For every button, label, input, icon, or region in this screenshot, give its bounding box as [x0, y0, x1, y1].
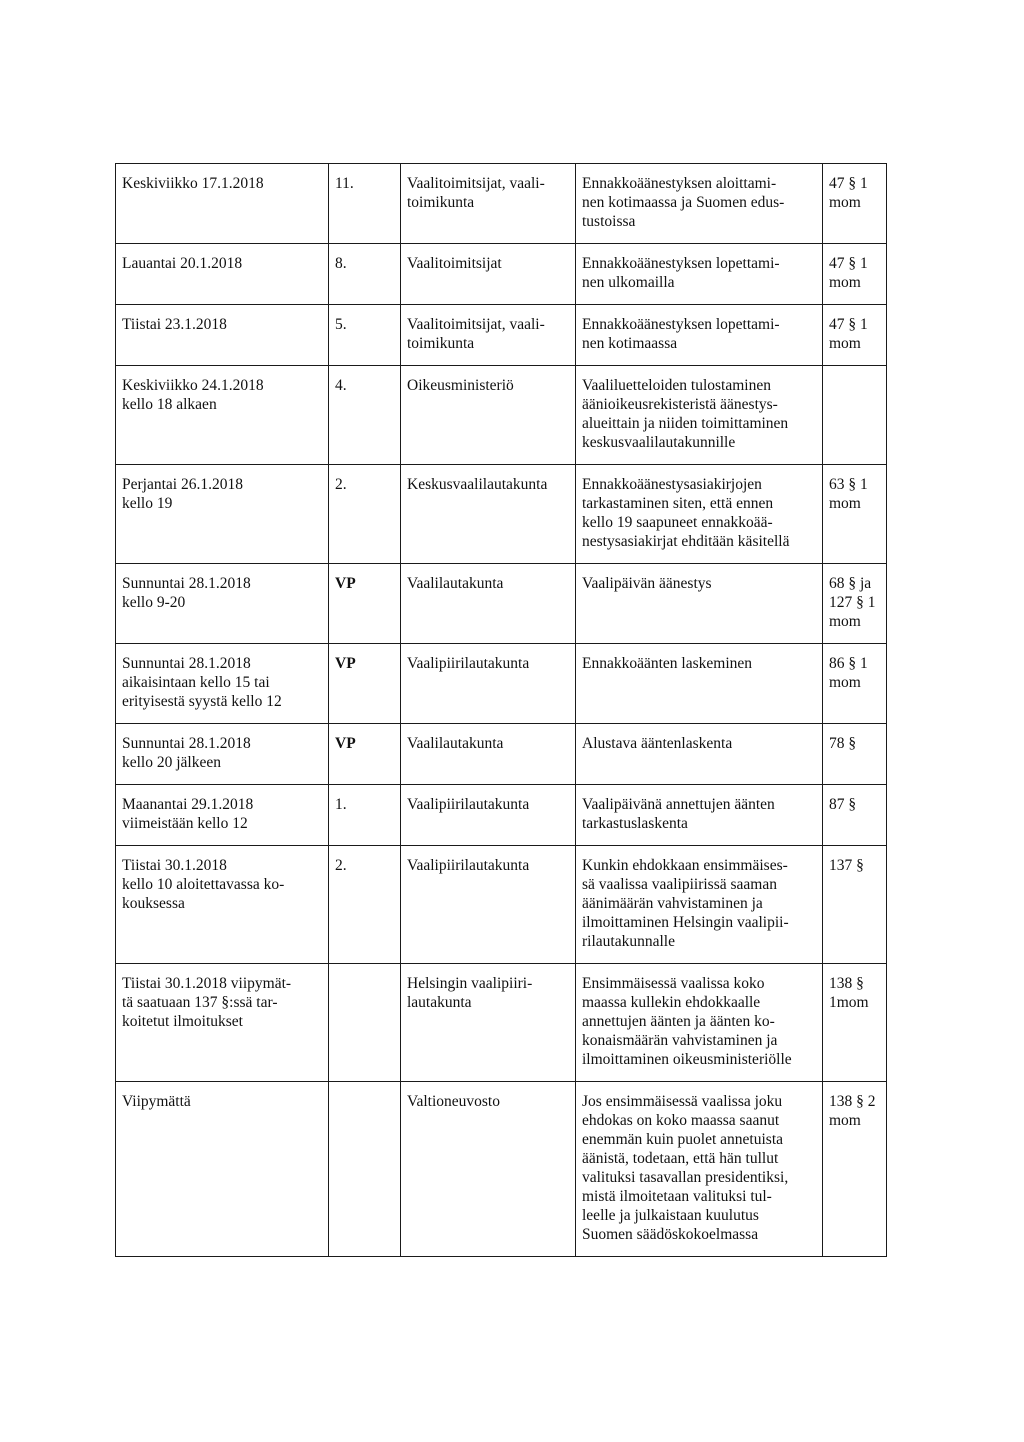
date-cell: Lauantai 20.1.2018 [116, 244, 329, 305]
date-cell: Sunnuntai 28.1.2018 kello 20 jälkeen [116, 724, 329, 785]
date-cell: Tiistai 30.1.2018 kello 10 aloitettavassa ko- kouksessa [116, 846, 329, 964]
days-before-cell: 1. [329, 785, 401, 846]
task-cell: Kunkin ehdokkaan ensimmäises- sä vaalissa vaalipiirissä saaman äänimäärän vahvistaminen ja ilmoittaminen Helsingin vaalipii- rilautakunnalle [576, 846, 823, 964]
task-cell: Alustava ääntenlaskenta [576, 724, 823, 785]
authority-cell: Oikeusministeriö [401, 366, 576, 465]
days-before-cell: 5. [329, 305, 401, 366]
law-reference-cell: 138 § 2 mom [823, 1082, 887, 1257]
law-reference-cell: 68 § ja 127 § 1 mom [823, 564, 887, 644]
date-cell: Tiistai 23.1.2018 [116, 305, 329, 366]
table-row [116, 244, 887, 305]
election-schedule-table [115, 163, 887, 1257]
authority-cell: Valtioneuvosto [401, 1082, 576, 1257]
date-cell: Tiistai 30.1.2018 viipymät- tä saatuaan 137 §:ssä tar- koitetut ilmoitukset [116, 964, 329, 1082]
table-row [116, 465, 887, 564]
law-reference-cell: 86 § 1 mom [823, 644, 887, 724]
task-cell: Ennakkoäänestyksen lopettami- nen ulkomailla [576, 244, 823, 305]
schedule-body [116, 164, 887, 1257]
table-row [116, 305, 887, 366]
authority-cell: Vaalitoimitsijat, vaali- toimikunta [401, 305, 576, 366]
date-cell: Keskiviikko 24.1.2018 kello 18 alkaen [116, 366, 329, 465]
law-reference-cell: 87 § [823, 785, 887, 846]
table-row [116, 1082, 887, 1257]
task-cell: Ensimmäisessä vaalissa koko maassa kullekin ehdokkaalle annettujen äänten ja äänten ko- konaismäärän vahvistaminen ja ilmoittaminen oikeusministeriölle [576, 964, 823, 1082]
table-row [116, 785, 887, 846]
task-cell: Vaalipäivän äänestys [576, 564, 823, 644]
authority-cell: Vaalipiirilautakunta [401, 846, 576, 964]
authority-cell: Helsingin vaalipiiri- lautakunta [401, 964, 576, 1082]
task-cell: Ennakkoäänestyksen lopettami- nen kotimaassa [576, 305, 823, 366]
date-cell: Sunnuntai 28.1.2018 kello 9-20 [116, 564, 329, 644]
date-cell: Keskiviikko 17.1.2018 [116, 164, 329, 244]
law-reference-cell: 137 § [823, 846, 887, 964]
authority-cell: Vaalilautakunta [401, 564, 576, 644]
task-cell: Ennakkoäänestyksen aloittami- nen kotimaassa ja Suomen edus- tustoissa [576, 164, 823, 244]
date-cell: Perjantai 26.1.2018 kello 19 [116, 465, 329, 564]
authority-cell: Keskusvaalilautakunta [401, 465, 576, 564]
date-cell: Sunnuntai 28.1.2018 aikaisintaan kello 15 tai erityisestä syystä kello 12 [116, 644, 329, 724]
days-before-cell [329, 1082, 401, 1257]
table-row [116, 164, 887, 244]
authority-cell: Vaalilautakunta [401, 724, 576, 785]
law-reference-cell: 63 § 1 mom [823, 465, 887, 564]
date-cell: Viipymättä [116, 1082, 329, 1257]
days-before-cell: 2. [329, 465, 401, 564]
law-reference-cell: 138 § 1mom [823, 964, 887, 1082]
days-before-cell [329, 964, 401, 1082]
table-row [116, 724, 887, 785]
task-cell: Ennakkoäänten laskeminen [576, 644, 823, 724]
task-cell: Vaalipäivänä annettujen äänten tarkastuslaskenta [576, 785, 823, 846]
table-row [116, 644, 887, 724]
task-cell: Jos ensimmäisessä vaalissa joku ehdokas on koko maassa saanut enemmän kuin puolet annetuista äänistä, todetaan, että hän tullut valituksi tasavallan presidentiksi, mistä ilmoitetaan valituksi tul- leelle ja julkaistaan kuulutus Suomen säädöskokoelmassa [576, 1082, 823, 1257]
days-before-cell: VP [329, 564, 401, 644]
days-before-cell: VP [329, 644, 401, 724]
task-cell: Vaaliluetteloiden tulostaminen äänioikeusrekisteristä äänestys- alueittain ja niiden toimittaminen keskusvaalilautakunnille [576, 366, 823, 465]
authority-cell: Vaalipiirilautakunta [401, 785, 576, 846]
table-row [116, 964, 887, 1082]
authority-cell: Vaalitoimitsijat [401, 244, 576, 305]
table-row [116, 846, 887, 964]
authority-cell: Vaalitoimitsijat, vaali- toimikunta [401, 164, 576, 244]
law-reference-cell: 78 § [823, 724, 887, 785]
days-before-cell: 4. [329, 366, 401, 465]
authority-cell: Vaalipiirilautakunta [401, 644, 576, 724]
table-row [116, 564, 887, 644]
task-cell: Ennakkoäänestysasiakirjojen tarkastaminen siten, että ennen kello 19 saapuneet ennakkoää- nestysasiakirjat ehditään käsitellä [576, 465, 823, 564]
days-before-cell: 2. [329, 846, 401, 964]
days-before-cell: 11. [329, 164, 401, 244]
law-reference-cell: 47 § 1 mom [823, 244, 887, 305]
law-reference-cell: 47 § 1 mom [823, 164, 887, 244]
table-row [116, 366, 887, 465]
law-reference-cell [823, 366, 887, 465]
days-before-cell: VP [329, 724, 401, 785]
date-cell: Maanantai 29.1.2018 viimeistään kello 12 [116, 785, 329, 846]
days-before-cell: 8. [329, 244, 401, 305]
law-reference-cell: 47 § 1 mom [823, 305, 887, 366]
